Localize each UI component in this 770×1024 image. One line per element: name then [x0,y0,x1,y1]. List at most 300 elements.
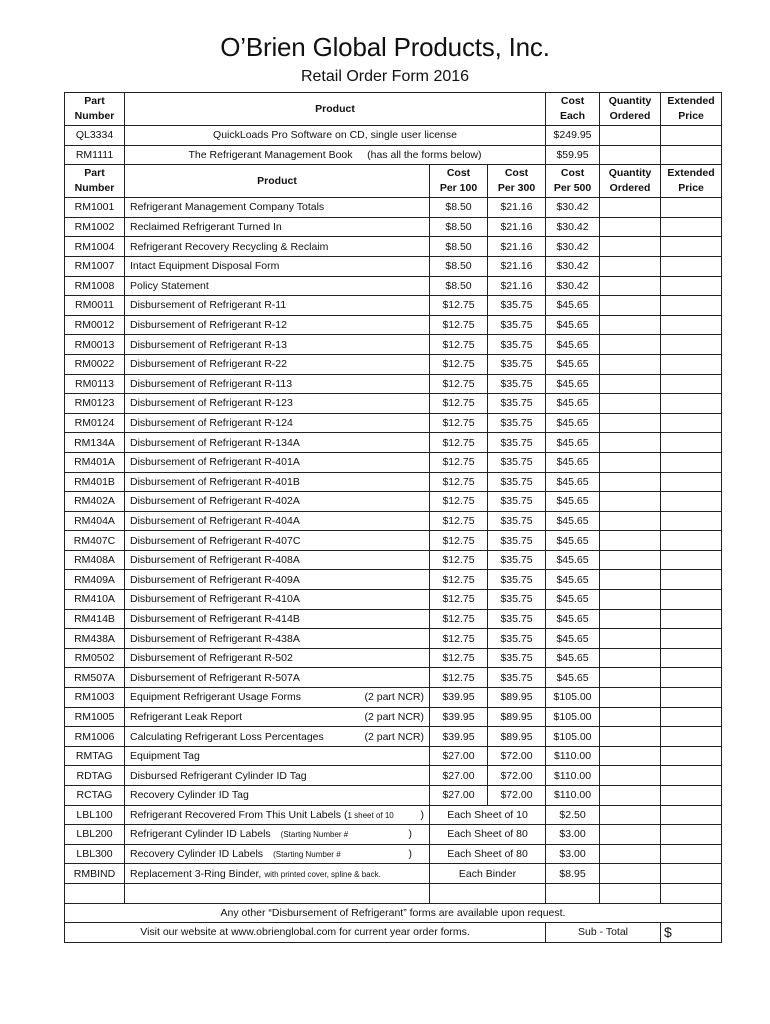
table-row [65,354,722,374]
part-number: RMBIND [65,864,125,884]
quantity-input-cell[interactable] [600,844,661,864]
product-cell [125,472,430,492]
product-name: Disbursement of Refrigerant R-407C [130,534,301,547]
extended-price-cell[interactable] [661,256,722,276]
quantity-input-cell[interactable] [600,864,661,884]
cost-per-100: $12.75 [430,609,488,629]
quantity-input-cell[interactable] [600,786,661,806]
table-row [65,864,722,884]
product-note: (2 part NCR) [364,730,424,743]
product-cell [125,374,430,394]
part-number: RM408A [65,550,125,570]
extended-price-cell[interactable] [661,727,722,747]
extended-price-cell[interactable] [661,688,722,708]
product-name: Calculating Refrigerant Loss Percentages [130,730,324,743]
extended-price-cell[interactable] [661,198,722,218]
product-note: 1 sheet of 10 [347,810,394,820]
blank-product-cell[interactable] [125,883,430,903]
product-cell [125,570,430,590]
product-name: Disbursement of Refrigerant R-507A [130,671,300,684]
quantity-input-cell[interactable] [600,335,661,355]
cost-per-500: $30.42 [546,198,600,218]
cost-per-500: $105.00 [546,688,600,708]
product-cell [125,452,430,472]
cost-per-500: $45.65 [546,413,600,433]
table-row [65,394,722,414]
table-row [65,531,722,551]
header-quantity-ordered: Quantity Ordered [600,165,661,198]
product-cell [125,727,430,747]
cost-per-100: $12.75 [430,433,488,453]
cost-per-100: $12.75 [430,296,488,316]
cost-per-300: $35.75 [488,296,546,316]
cost-per-100: $12.75 [430,648,488,668]
product-name: Disbursement of Refrigerant R-502 [130,652,293,665]
extended-price-cell[interactable] [661,648,722,668]
part-number: RM1004 [65,237,125,257]
product-name: QuickLoads Pro Software on CD, single user license [125,126,546,146]
cost-per-100: $12.75 [430,472,488,492]
cost-per-500: $45.65 [546,472,600,492]
product-note: with printed cover, spline & back. [264,869,381,879]
cost-per-500: $45.65 [546,570,600,590]
product-cell [125,707,430,727]
website-note: Visit our website at www.obrienglobal.com for current year order forms. [65,923,546,943]
product-cell [125,864,430,884]
product-name: Replacement 3-Ring Binder, [130,867,262,880]
table-row [65,296,722,316]
cost-per-300: $89.95 [488,688,546,708]
cost-per-100: $12.75 [430,550,488,570]
extended-price-cell[interactable] [661,145,722,165]
unit-description: Each Binder [430,864,546,884]
cost-per-500: $45.65 [546,374,600,394]
extended-price-cell[interactable] [661,844,722,864]
quantity-input-cell[interactable] [600,394,661,414]
table-row [65,433,722,453]
table-row [65,256,722,276]
cost-per-500: $45.65 [546,354,600,374]
part-number: RM0124 [65,413,125,433]
part-number: RM402A [65,492,125,512]
quantity-input-cell[interactable] [600,198,661,218]
extended-price-cell[interactable] [661,590,722,610]
extended-price-cell[interactable] [661,492,722,512]
unit-description: Each Sheet of 80 [430,825,546,845]
part-number: LBL300 [65,844,125,864]
table-row [65,668,722,688]
table-row [65,688,722,708]
product-name: Disbursement of Refrigerant R-123 [130,397,293,410]
quantity-input-cell[interactable] [600,511,661,531]
product-name: Recovery Cylinder ID Labels [130,848,264,861]
part-number: RM0011 [65,296,125,316]
cost-per-500: $45.65 [546,394,600,414]
table-row [65,746,722,766]
cost-per-500: $45.65 [546,590,600,610]
quantity-input-cell[interactable] [600,805,661,825]
part-number: RM1006 [65,727,125,747]
part-number: RM1008 [65,276,125,296]
quantity-input-cell[interactable] [600,433,661,453]
quantity-input-cell[interactable] [600,688,661,708]
cost-per-300: $35.75 [488,550,546,570]
cost-per-300: $35.75 [488,315,546,335]
extended-price-cell[interactable] [661,217,722,237]
product-note: (Starting Number # [280,830,349,840]
product-cell [125,805,430,825]
part-number: RM1007 [65,256,125,276]
cost-per-500: $30.42 [546,217,600,237]
quantity-input-cell[interactable] [600,531,661,551]
cost-per-100: $12.75 [430,492,488,512]
extended-price-cell[interactable] [661,335,722,355]
cost-per-300: $35.75 [488,354,546,374]
extended-price-cell[interactable] [661,668,722,688]
header-part-number: Part Number [65,93,125,126]
cost-per-100: $12.75 [430,511,488,531]
quantity-input-cell[interactable] [600,746,661,766]
cost-per-100: $12.75 [430,335,488,355]
part-number: RM1002 [65,217,125,237]
cost-per-500: $45.65 [546,511,600,531]
product-cell [125,746,430,766]
cost-per-100: $12.75 [430,590,488,610]
blank-unit-cell[interactable] [430,883,546,903]
extended-price-cell[interactable] [661,825,722,845]
product-name: Refrigerant Recovery Recycling & Reclaim [130,240,329,253]
extended-price-cell[interactable] [661,707,722,727]
table-row [65,276,722,296]
product-cell [125,531,430,551]
cost-each: $59.95 [546,145,600,165]
product-name: Equipment Refrigerant Usage Forms [130,691,301,704]
cost-per-300: $21.16 [488,237,546,257]
quantity-input-cell[interactable] [600,550,661,570]
product-note: (2 part NCR) [364,710,424,723]
quantity-input-cell[interactable] [600,452,661,472]
extended-price-cell[interactable] [661,413,722,433]
cost-per-500: $45.65 [546,609,600,629]
table-row [65,315,722,335]
product-cell [125,237,430,257]
quantity-input-cell[interactable] [600,237,661,257]
quantity-input-cell[interactable] [600,126,661,146]
availability-note: Any other “Disbursement of Refrigerant” forms are available upon request. [65,903,722,923]
extended-price-cell[interactable] [661,511,722,531]
product-name: Equipment Tag [130,750,200,763]
quantity-input-cell[interactable] [600,883,661,903]
product-name: Refrigerant Leak Report [130,710,243,723]
quantity-input-cell[interactable] [600,276,661,296]
part-number: RM0113 [65,374,125,394]
quantity-input-cell[interactable] [600,296,661,316]
extended-price-cell[interactable] [661,374,722,394]
product-cell [125,276,430,296]
cost-per-500: $45.65 [546,668,600,688]
product-cell [125,786,430,806]
cost-per-500: $45.65 [546,452,600,472]
table-row [65,472,722,492]
product-name: Disbursement of Refrigerant R-13 [130,338,287,351]
table-row [65,198,722,218]
blank-price-cell[interactable] [546,883,600,903]
quantity-input-cell[interactable] [600,354,661,374]
extended-price-cell[interactable] [661,883,722,903]
subtotal-field[interactable]: $ [661,923,722,943]
quantity-input-cell[interactable] [600,609,661,629]
product-name: Refrigerant Cylinder ID Labels [130,828,271,841]
product-note-close: ) [420,808,424,821]
cost-per-100: $12.75 [430,394,488,414]
quantity-input-cell[interactable] [600,648,661,668]
unit-price: $3.00 [546,844,600,864]
product-cell [125,629,430,649]
quantity-input-cell[interactable] [600,413,661,433]
table-row [65,805,722,825]
product-name: Disbursement of Refrigerant R-134A [130,436,300,449]
cost-per-500: $45.65 [546,629,600,649]
header-quantity-ordered: Quantity Ordered [600,93,661,126]
table-row [65,237,722,257]
header-extended-price: Extended Price [661,93,722,126]
cost-per-500: $30.42 [546,237,600,257]
product-name: Disbursement of Refrigerant R-401A [130,456,300,469]
table-row [65,335,722,355]
part-number: LBL100 [65,805,125,825]
extended-price-cell[interactable] [661,472,722,492]
cost-per-100: $12.75 [430,315,488,335]
header-cost-each: Cost Each [546,93,600,126]
quantity-input-cell[interactable] [600,374,661,394]
cost-per-300: $21.16 [488,198,546,218]
subtotal-label: Sub - Total [546,923,661,943]
quantity-input-cell[interactable] [600,766,661,786]
quantity-input-cell[interactable] [600,590,661,610]
cost-per-100: $12.75 [430,354,488,374]
cost-per-500: $30.42 [546,256,600,276]
extended-price-cell[interactable] [661,550,722,570]
product-cell [125,335,430,355]
cost-per-300: $72.00 [488,786,546,806]
product-name: Disbursement of Refrigerant R-414B [130,612,300,625]
quantity-input-cell[interactable] [600,492,661,512]
cost-per-300: $35.75 [488,570,546,590]
cost-per-500: $45.65 [546,315,600,335]
cost-per-300: $35.75 [488,668,546,688]
cost-per-300: $35.75 [488,413,546,433]
product-name: Disbursement of Refrigerant R-11 [130,299,287,312]
product-note-close: ) [408,828,412,841]
product-name: Disbursement of Refrigerant R-113 [130,377,293,390]
cost-per-500: $30.42 [546,276,600,296]
quantity-input-cell[interactable] [600,727,661,747]
product-name: Disbursement of Refrigerant R-404A [130,514,300,527]
extended-price-cell[interactable] [661,609,722,629]
blank-row [65,883,722,903]
quantity-input-cell[interactable] [600,825,661,845]
table-row [65,609,722,629]
header-product: Product [125,165,430,198]
cost-per-500: $105.00 [546,727,600,747]
header-part-number: Part Number [65,165,125,198]
header-extended-price: Extended Price [661,165,722,198]
table-row [65,707,722,727]
part-number: RM401B [65,472,125,492]
table-row [65,766,722,786]
unit-description: Each Sheet of 10 [430,805,546,825]
header-cost-per-300: Cost Per 300 [488,165,546,198]
extended-price-cell[interactable] [661,786,722,806]
header-product: Product [125,93,546,126]
quantity-input-cell[interactable] [600,707,661,727]
product-cell [125,433,430,453]
cost-per-500: $45.65 [546,433,600,453]
cost-per-100: $8.50 [430,276,488,296]
product-cell [125,198,430,218]
unit-price: $8.95 [546,864,600,884]
cost-per-500: $45.65 [546,531,600,551]
quantity-input-cell[interactable] [600,145,661,165]
cost-per-300: $72.00 [488,766,546,786]
product-note-close: ) [408,848,412,861]
part-number: RM1003 [65,688,125,708]
product-name: Disbursement of Refrigerant R-402A [130,495,300,508]
order-form-table [64,92,722,943]
table-row [65,511,722,531]
part-number: RM404A [65,511,125,531]
part-number: RM409A [65,570,125,590]
cost-per-100: $12.75 [430,413,488,433]
header-cost-per-500: Cost Per 500 [546,165,600,198]
cost-per-100: $27.00 [430,786,488,806]
extended-price-cell[interactable] [661,354,722,374]
product-cell [125,413,430,433]
cost-per-300: $35.75 [488,335,546,355]
part-number: RM407C [65,531,125,551]
extended-price-cell[interactable] [661,394,722,414]
part-number: LBL200 [65,825,125,845]
cost-per-100: $12.75 [430,629,488,649]
cost-per-300: $21.16 [488,256,546,276]
product-cell [125,590,430,610]
extended-price-cell[interactable] [661,766,722,786]
extended-price-cell[interactable] [661,433,722,453]
cost-per-100: $8.50 [430,256,488,276]
product-name: The Refrigerant Management Book (has all the forms below) [125,145,546,165]
extended-price-cell[interactable] [661,126,722,146]
extended-price-cell[interactable] [661,296,722,316]
extended-price-cell[interactable] [661,531,722,551]
part-number: RM1005 [65,707,125,727]
header-cost-per-100: Cost Per 100 [430,165,488,198]
part-number: RM134A [65,433,125,453]
product-cell [125,648,430,668]
part-number: RM0022 [65,354,125,374]
table-row [65,374,722,394]
product-name: Disbursed Refrigerant Cylinder ID Tag [130,769,307,782]
table-row [65,727,722,747]
quantity-input-cell[interactable] [600,629,661,649]
extended-price-cell[interactable] [661,276,722,296]
quantity-input-cell[interactable] [600,570,661,590]
cost-per-100: $12.75 [430,570,488,590]
table-row [65,825,722,845]
table-row [65,550,722,570]
product-cell [125,315,430,335]
extended-price-cell[interactable] [661,864,722,884]
part-number: RCTAG [65,786,125,806]
cost-per-300: $35.75 [488,609,546,629]
quantity-input-cell[interactable] [600,217,661,237]
cost-per-300: $35.75 [488,629,546,649]
extended-price-cell[interactable] [661,237,722,257]
extended-price-cell[interactable] [661,805,722,825]
table-row [65,786,722,806]
product-cell [125,766,430,786]
table-row [65,452,722,472]
cost-per-500: $45.65 [546,648,600,668]
quantity-input-cell[interactable] [600,256,661,276]
product-name: Refrigerant Recovered From This Unit Labels ( [130,808,348,821]
cost-each: $249.95 [546,126,600,146]
quantity-input-cell[interactable] [600,668,661,688]
part-number: RM0013 [65,335,125,355]
unit-description: Each Sheet of 80 [430,844,546,864]
part-number: RM0123 [65,394,125,414]
cost-per-300: $72.00 [488,746,546,766]
cost-per-100: $12.75 [430,668,488,688]
product-cell [125,256,430,276]
extended-price-cell[interactable] [661,629,722,649]
cost-per-500: $110.00 [546,746,600,766]
extended-price-cell[interactable] [661,452,722,472]
cost-per-100: $39.95 [430,727,488,747]
part-number: RM438A [65,629,125,649]
cost-per-300: $35.75 [488,511,546,531]
cost-per-300: $35.75 [488,452,546,472]
table-row [65,413,722,433]
main-header-row [65,165,722,198]
quantity-input-cell[interactable] [600,472,661,492]
cost-per-300: $21.16 [488,217,546,237]
footer-subtotal-row [65,923,722,943]
blank-part-cell[interactable] [65,883,125,903]
product-cell [125,394,430,414]
product-cell [125,354,430,374]
product-note: (2 part NCR) [364,691,424,704]
extended-price-cell[interactable] [661,746,722,766]
extended-price-cell[interactable] [661,315,722,335]
table-row [65,570,722,590]
cost-per-500: $110.00 [546,766,600,786]
cost-per-100: $12.75 [430,374,488,394]
product-cell [125,217,430,237]
cost-per-500: $45.65 [546,296,600,316]
cost-per-300: $35.75 [488,394,546,414]
cost-per-300: $21.16 [488,276,546,296]
part-number: RM410A [65,590,125,610]
cost-per-300: $35.75 [488,648,546,668]
cost-per-100: $27.00 [430,766,488,786]
product-cell [125,511,430,531]
quantity-input-cell[interactable] [600,315,661,335]
part-number: RM507A [65,668,125,688]
product-cell [125,609,430,629]
part-number: RM0502 [65,648,125,668]
extended-price-cell[interactable] [661,570,722,590]
cost-per-100: $8.50 [430,198,488,218]
